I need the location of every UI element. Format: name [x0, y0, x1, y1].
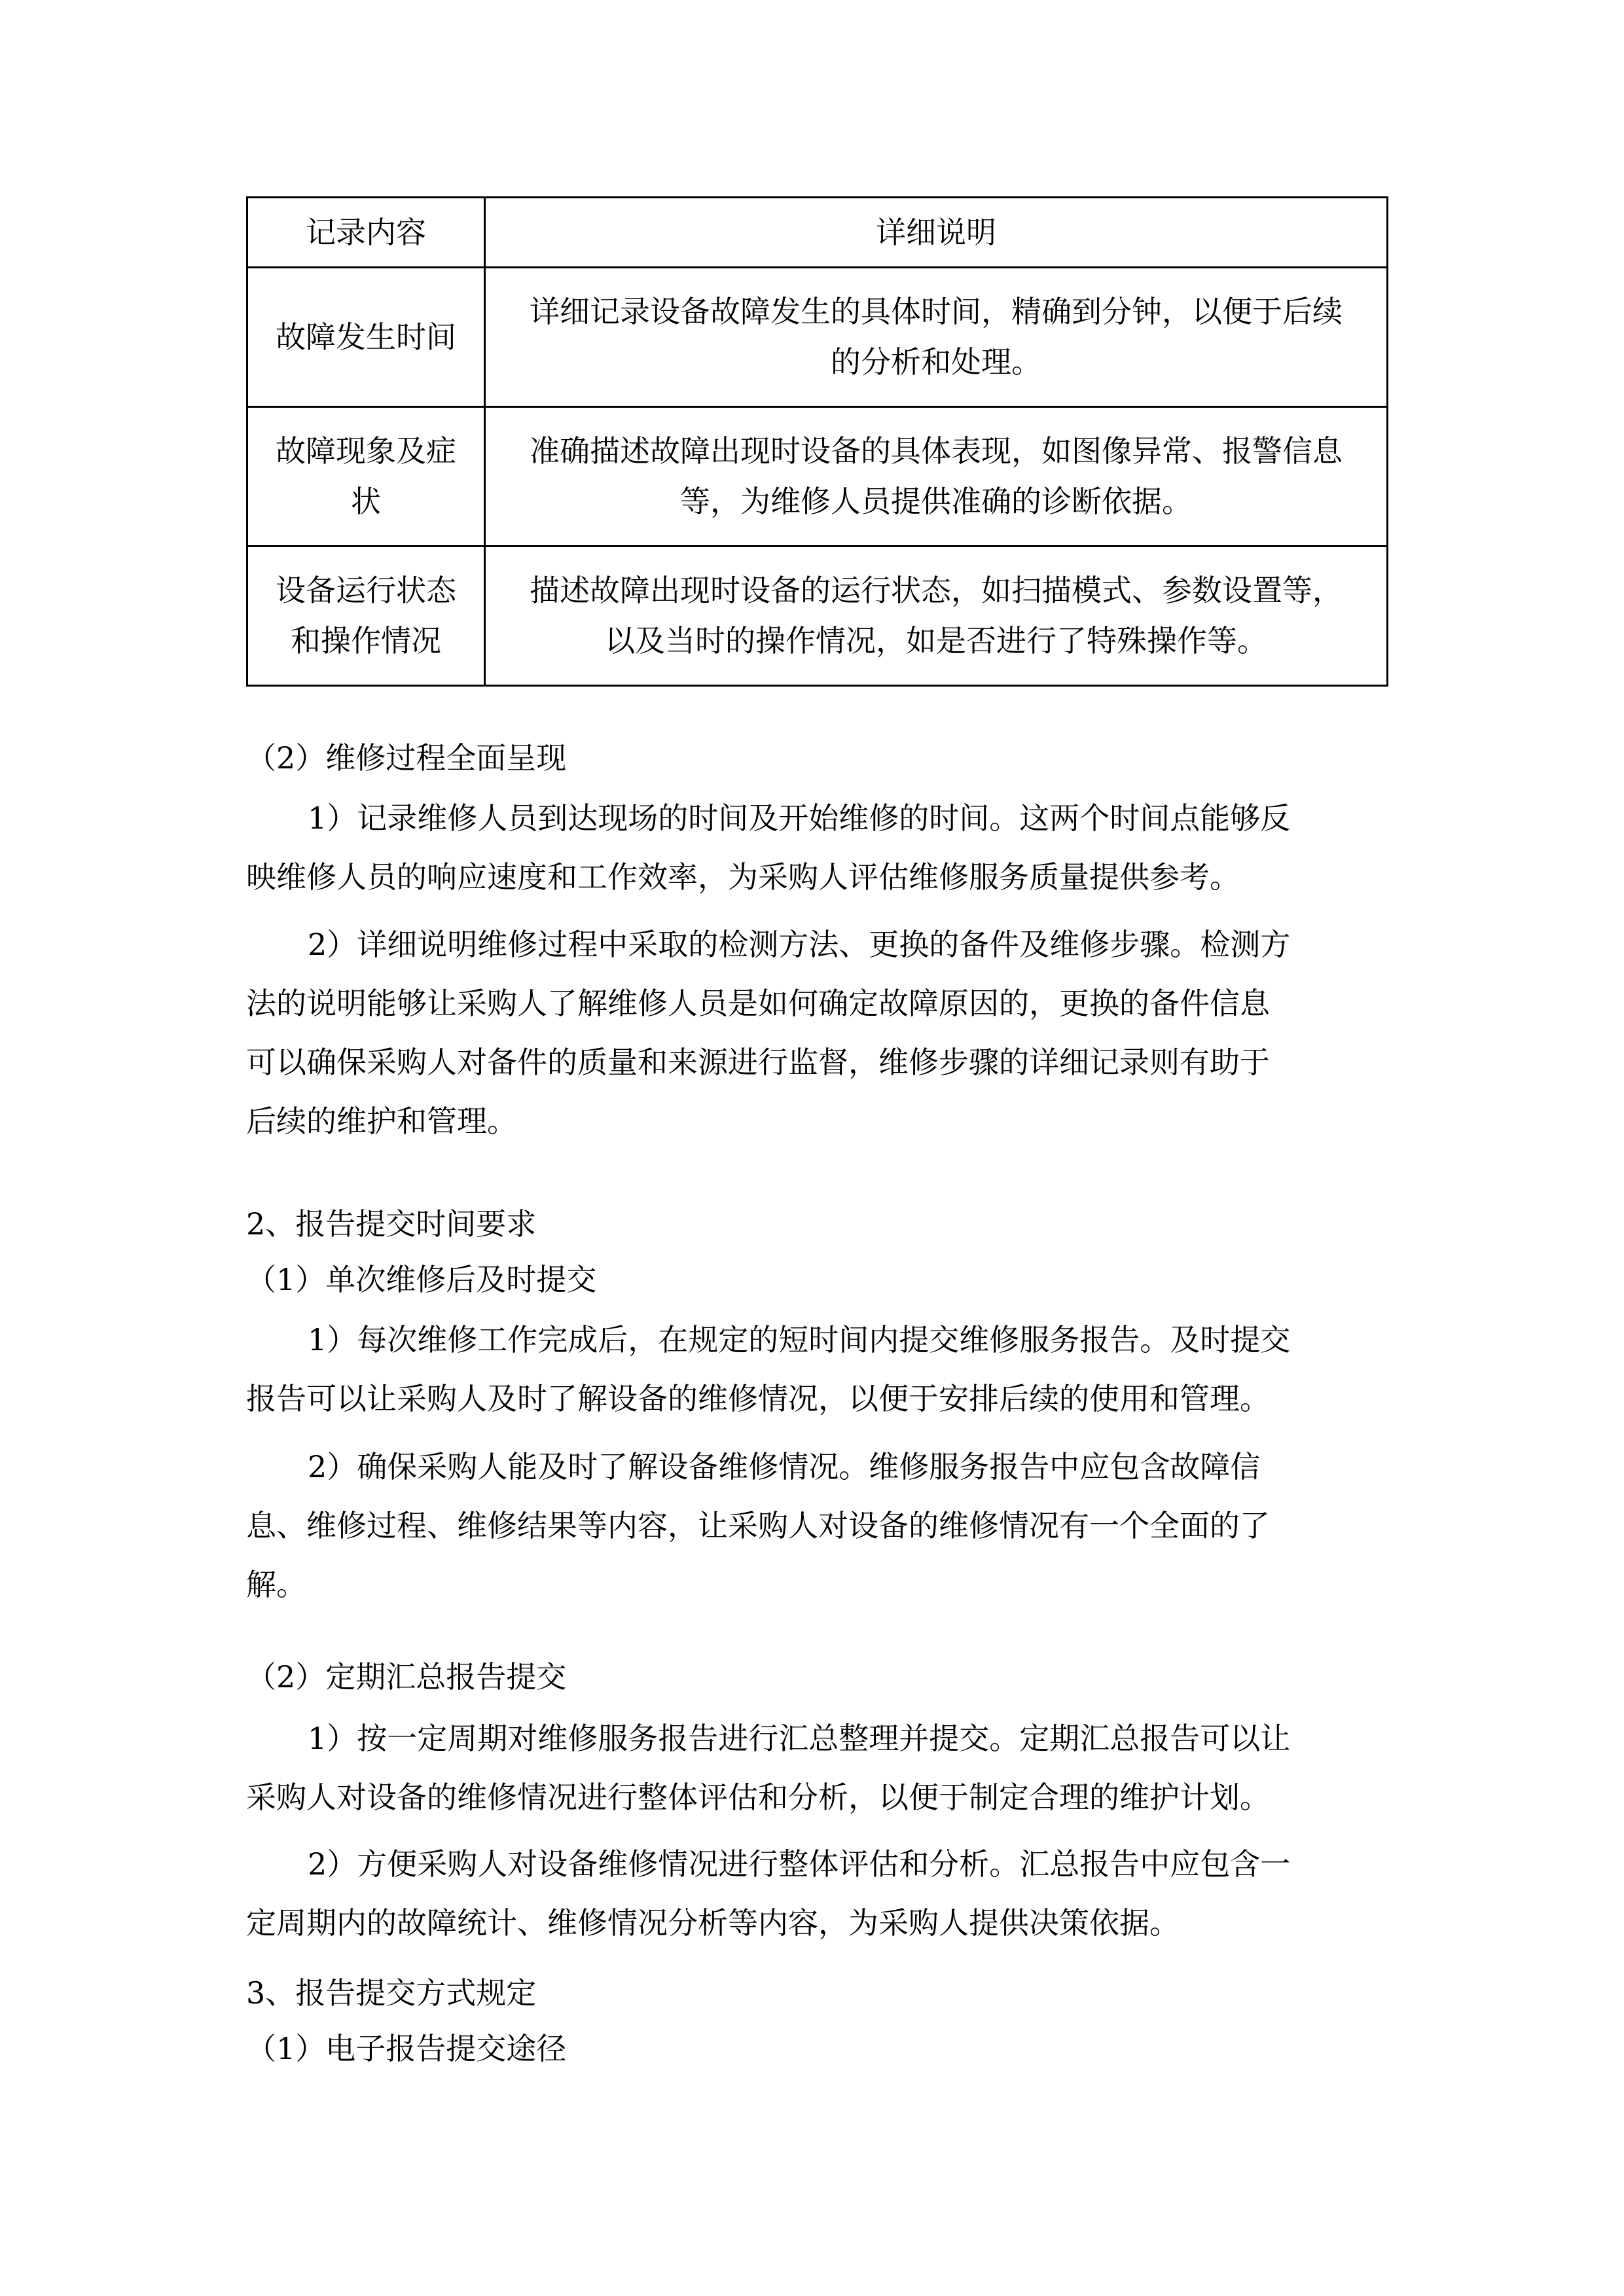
table-row	[247, 268, 1388, 407]
row-description-text: 的分析和处理。	[831, 344, 1041, 380]
row-label-text: 和操作情况	[291, 623, 441, 658]
paragraph-line: 采购人对设备的维修情况进行整体评估和分析，以便于制定合理的维护计划。	[246, 1780, 1270, 1815]
paragraph-line: 后续的维护和管理。	[246, 1103, 517, 1139]
table-header-row	[247, 198, 1388, 268]
paragraph-line: 2）详细说明维修过程中采取的检测方法、更换的备件及维修步骤。检测方	[308, 927, 1291, 962]
paragraph-line: 报告可以让采购人及时了解设备的维修情况，以便于安排后续的使用和管理。	[246, 1381, 1270, 1416]
row-description-cell	[485, 547, 1388, 686]
paragraph-line: 1）每次维修工作完成后，在规定的短时间内提交维修服务报告。及时提交	[308, 1322, 1291, 1357]
row-label-text: 状	[351, 484, 381, 519]
row-label-cell	[247, 268, 485, 407]
paragraph-line: 解。	[246, 1567, 306, 1602]
header-cell-description: 详细说明	[485, 198, 1388, 268]
row-description-text: 准确描述故障出现时设备的具体表现，如图像异常、报警信息	[530, 433, 1343, 469]
subsection-heading: （2）定期汇总报告提交	[246, 1659, 567, 1695]
paragraph-line: 映维修人员的响应速度和工作效率，为采购人评估维修服务质量提供参考。	[246, 859, 1240, 895]
subsection-heading: （1）电子报告提交途径	[246, 2031, 567, 2066]
row-description-cell	[485, 407, 1388, 547]
subsection-heading: （1）单次维修后及时提交	[246, 1262, 597, 1297]
paragraph-line: 2）方便采购人对设备维修情况进行整体评估和分析。汇总报告中应包含一	[308, 1846, 1291, 1882]
paragraph-line: 法的说明能够让采购人了解维修人员是如何确定故障原因的，更换的备件信息	[246, 986, 1270, 1021]
row-label-text: 故障发生时间	[276, 319, 456, 355]
table-row	[247, 547, 1388, 686]
row-label-cell	[247, 547, 485, 686]
row-description-text: 等，为维修人员提供准确的诊断依据。	[680, 484, 1192, 519]
paragraph-line: 息、维修过程、维修结果等内容，让采购人对设备的维修情况有一个全面的了	[246, 1508, 1270, 1543]
subsection-heading: （2）维修过程全面呈现	[246, 740, 567, 776]
row-description-cell	[485, 268, 1388, 407]
row-label-text: 故障现象及症	[276, 433, 456, 469]
section-heading: 3、报告提交方式规定	[246, 1975, 537, 2011]
header-cell-content: 记录内容	[247, 198, 485, 268]
record-table	[246, 196, 1388, 687]
paragraph-line: 可以确保采购人对备件的质量和来源进行监督，维修步骤的详细记录则有助于	[246, 1045, 1270, 1080]
row-label-text: 设备运行状态	[276, 573, 456, 608]
paragraph-line: 1）记录维修人员到达现场的时间及开始维修的时间。这两个时间点能够反	[308, 800, 1291, 836]
row-description-text: 详细记录设备故障发生的具体时间，精确到分钟，以便于后续	[530, 294, 1343, 329]
row-description-text: 以及当时的操作情况，如是否进行了特殊操作等。	[605, 623, 1267, 658]
row-label-cell	[247, 407, 485, 547]
paragraph-line: 2）确保采购人能及时了解设备维修情况。维修服务报告中应包含故障信	[308, 1449, 1261, 1484]
row-description-text: 描述故障出现时设备的运行状态，如扫描模式、参数设置等，	[530, 573, 1343, 608]
paragraph-line: 1）按一定周期对维修服务报告进行汇总整理并提交。定期汇总报告可以让	[308, 1721, 1291, 1756]
table-row	[247, 407, 1388, 547]
section-heading: 2、报告提交时间要求	[246, 1206, 537, 1242]
paragraph-line: 定周期内的故障统计、维修情况分析等内容，为采购人提供决策依据。	[246, 1905, 1180, 1941]
